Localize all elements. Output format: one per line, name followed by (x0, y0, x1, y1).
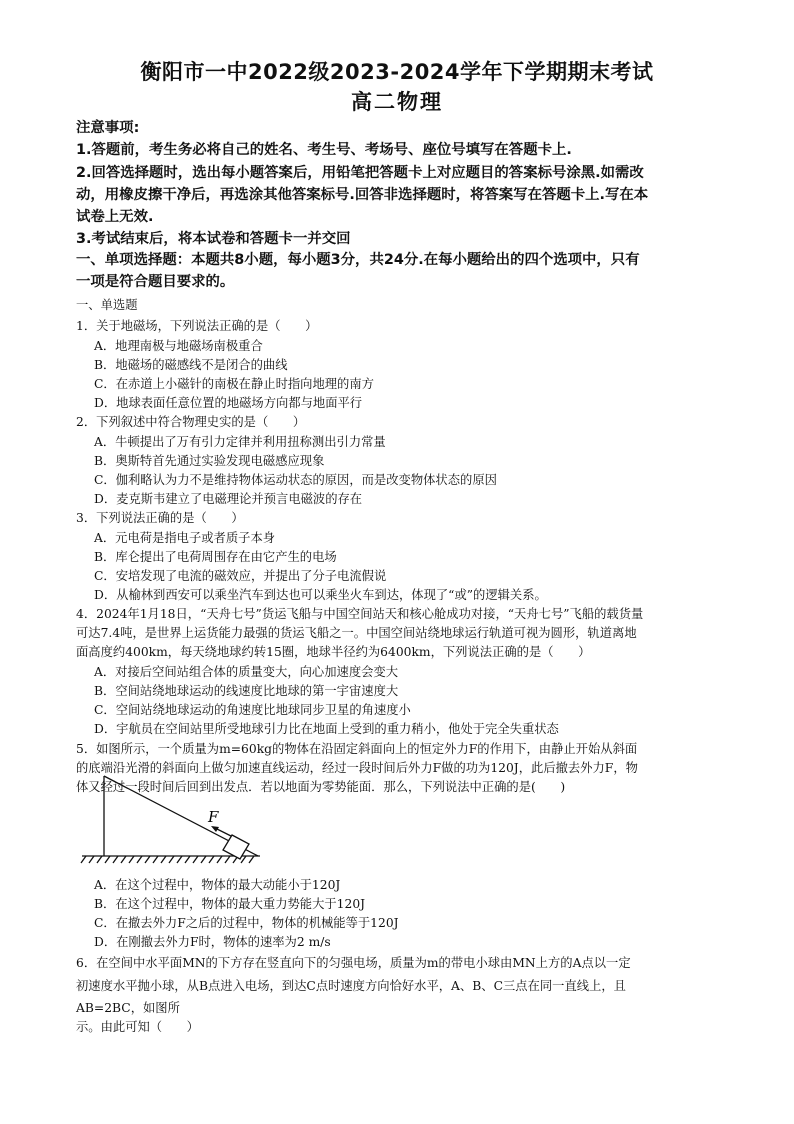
q4-option-a: A．对接后空间站组合体的质量变大，向心加速度会变大 (94, 665, 399, 679)
q1-option-c: C．在赤道上小磁针的南极在静止时指向地理的南方 (94, 377, 374, 391)
q3-option-d: D．从榆林到西安可以乘坐汽车到达也可以乘坐火车到达，体现了“或”的逻辑关系。 (94, 588, 547, 602)
notice-heading: 注意事项: (76, 120, 140, 136)
force-label: F (208, 808, 219, 826)
ground-hatching (81, 856, 254, 863)
q2-option-c: C．伽利略认为力不是维持物体运动状态的原因，而是改变物体状态的原因 (94, 473, 497, 487)
section-heading-line2: 一项是符合题目要求的。 (76, 274, 235, 290)
q1-stem: 1．关于地磁场，下列说法正确的是（ ） (76, 319, 318, 333)
exam-title: 衡阳市一中2022级2023-2024学年下学期期末考试 (140, 60, 654, 84)
q4-option-c: C．空间站绕地球运动的角速度比地球同步卫星的角速度小 (94, 703, 411, 717)
incline-diagram (80, 770, 280, 866)
q1-option-d: D．地球表面任意位置的地磁场方向都与地面平行 (94, 396, 363, 410)
q3-option-a: A．元电荷是指电子或者质子本身 (94, 531, 276, 545)
q4-stem-line1: 4．2024年1月18日，“天舟七号”货运飞船与中国空间站天和核心舱成功对接，“天舟七号”飞船的载货量 (76, 607, 644, 621)
section-heading-line1: 一、单项选择题：本题共8小题，每小题3分，共24分.在每小题给出的四个选项中，只有 (76, 252, 640, 268)
notice-item-2-line2: 动，用橡皮擦干净后，再选涂其他答案标号.回答非选择题时，将答案写在答题卡上.写在本 (76, 187, 649, 203)
notice-item-2-line3: 试卷上无效. (76, 209, 154, 225)
q6-stem-line1: 6．在空间中水平面MN的下方存在竖直向下的匀强电场，质量为m的带电小球由MN上方的A点以一定 (76, 956, 631, 970)
q6-stem-line3: AB=2BC，如图所 (76, 1001, 180, 1015)
q1-option-b: B．地磁场的磁感线不是闭合的曲线 (94, 358, 288, 372)
q3-option-b: B．库仑提出了电荷周围存在由它产生的电场 (94, 550, 337, 564)
q2-option-a: A．牛顿提出了万有引力定律并利用扭称测出引力常量 (94, 435, 386, 449)
section-subheading: 一、单选题 (76, 298, 138, 312)
q5-option-a: A．在这个过程中，物体的最大动能小于120J (94, 878, 341, 892)
notice-item-3: 3.考试结束后，将本试卷和答题卡一并交回 (76, 231, 351, 247)
q2-stem: 2．下列叙述中符合物理史实的是（ ） (76, 415, 306, 429)
notice-item-1: 1.答题前，考生务必将自己的姓名、考生号、考场号、座位号填写在答题卡上. (76, 142, 572, 158)
q5-stem-line2: 的底端沿光滑的斜面向上做匀加速直线运动，经过一段时间后外力F做的功为120J，此后撤去外力F，物 (76, 761, 638, 775)
q4-option-b: B．空间站绕地球运动的线速度比地球的第一宇宙速度大 (94, 684, 399, 698)
q4-option-d: D．宇航员在空间站里所受地球引力比在地面上受到的重力稍小，他处于完全失重状态 (94, 722, 559, 736)
q6-stem-line4: 示。由此可知（ ） (76, 1020, 199, 1034)
q5-option-c: C．在撤去外力F之后的过程中，物体的机械能等于120J (94, 916, 399, 930)
q4-stem-line2: 可达7.4吨，是世界上运货能力最强的货运飞船之一。中国空间站绕地球运行轨道可视为圆形，轨道离地 (76, 626, 637, 640)
q3-stem: 3．下列说法正确的是（ ） (76, 511, 244, 525)
q5-option-b: B．在这个过程中，物体的最大重力势能大于120J (94, 897, 366, 911)
q4-stem-line3: 面高度约400km，每天绕地球约转15圈，地球半径约为6400km，下列说法正确的是（ ） (76, 645, 591, 659)
q6-stem-line2: 初速度水平抛小球，从B点进入电场，到达C点时速度方向恰好水平，A、B、C三点在同一直线上，且 (76, 979, 626, 993)
exam-subject: 高二物理 (351, 90, 443, 114)
notice-item-2-line1: 2.回答选择题时，选出每小题答案后，用铅笔把答题卡上对应题目的答案标号涂黑.如需改 (76, 165, 644, 181)
q5-stem-line3: 体又经过一段时间后回到出发点．若以地面为零势能面．那么，下列说法中正确的是( ) (76, 780, 566, 794)
q3-option-c: C．安培发现了电流的磁效应，并提出了分子电流假说 (94, 569, 387, 583)
q5-option-d: D．在刚撤去外力F时，物体的速率为2 m/s (94, 935, 331, 949)
q2-option-b: B．奥斯特首先通过实验发现电磁感应现象 (94, 454, 325, 468)
q5-stem-line1: 5．如图所示，一个质量为m=60kg的物体在沿固定斜面向上的恒定外力F的作用下，由静止开始从斜面 (76, 742, 638, 756)
q2-option-d: D．麦克斯韦建立了电磁理论并预言电磁波的存在 (94, 492, 363, 506)
q1-option-a: A．地理南极与地磁场南极重合 (94, 339, 263, 353)
